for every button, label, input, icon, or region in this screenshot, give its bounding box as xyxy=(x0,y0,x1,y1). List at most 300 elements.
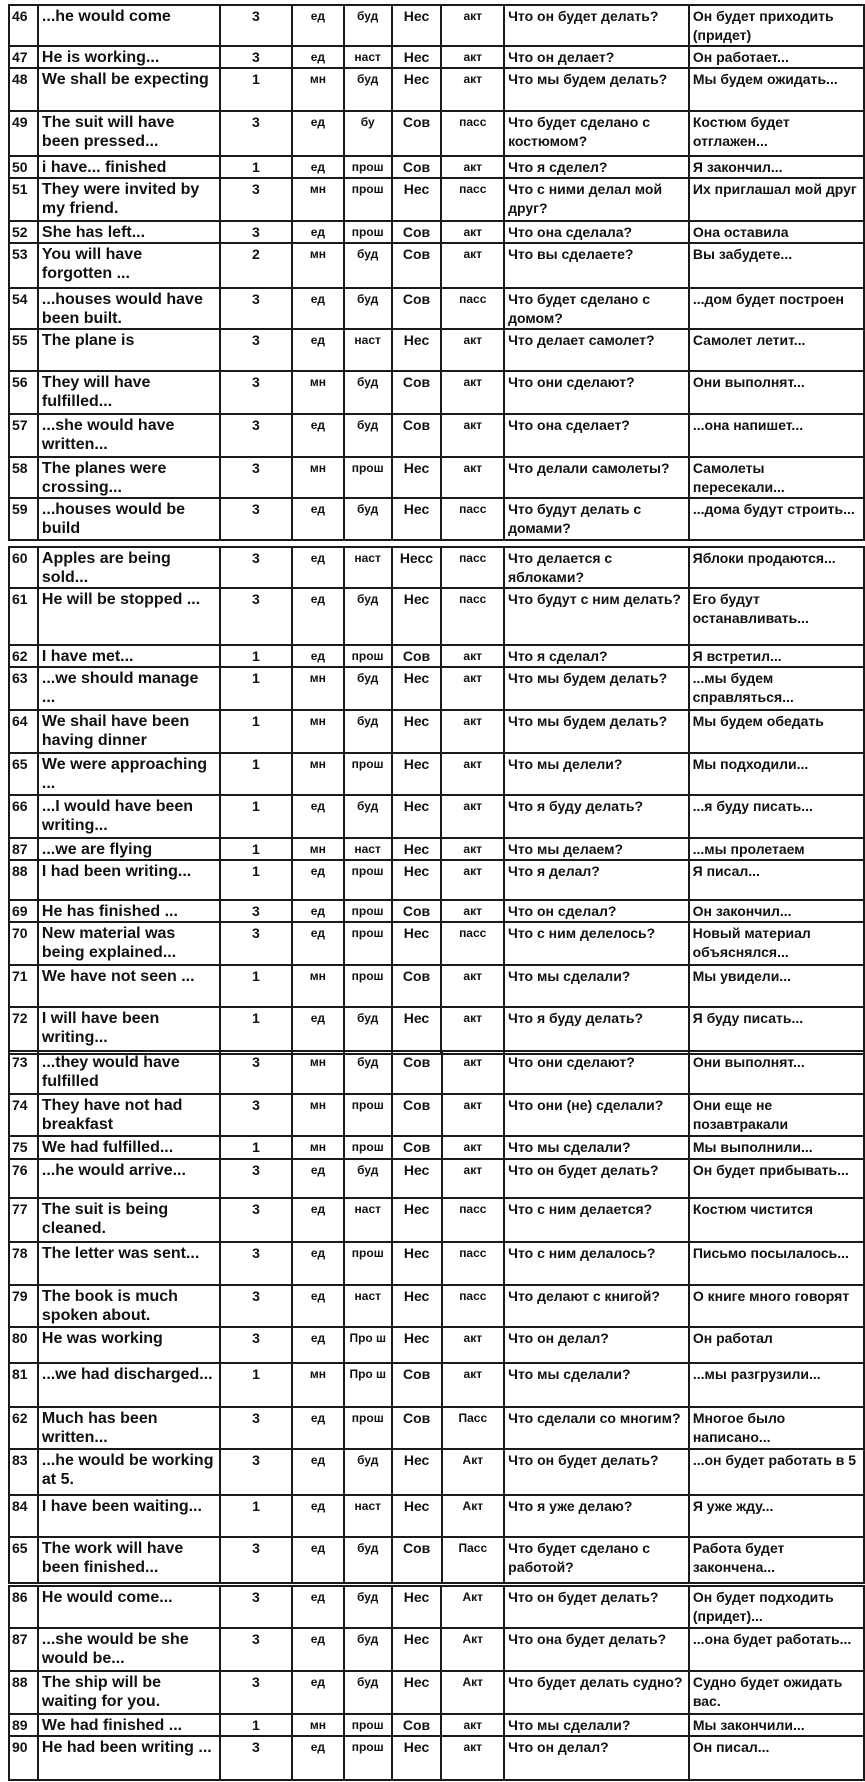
question-cell: Что я сделел? xyxy=(504,156,689,178)
translation-cell: Я закончил... xyxy=(689,156,864,178)
number-cell: мн xyxy=(292,243,344,288)
row-number: 48 xyxy=(9,68,38,111)
voice-cell: акт xyxy=(441,221,504,243)
english-sentence: We had fulfilled... xyxy=(38,1136,220,1159)
tense-cell: буд xyxy=(344,371,392,414)
row-number: 75 xyxy=(9,1136,38,1159)
english-sentence: He is working... xyxy=(38,46,220,68)
voice-cell: акт xyxy=(441,710,504,753)
english-sentence: We shall be expecting xyxy=(38,68,220,111)
translation-cell: Мы увидели... xyxy=(689,965,864,1007)
row-number: 46 xyxy=(9,5,38,46)
row-number: 72 xyxy=(9,1007,38,1054)
aspect-cell: Сов xyxy=(392,1094,442,1136)
grammar-table-block-1 xyxy=(8,4,865,541)
table-row xyxy=(9,1285,864,1327)
voice-cell: пасс xyxy=(442,1285,505,1327)
translation-cell: Мы закончили... xyxy=(689,1714,864,1736)
table-row xyxy=(9,838,864,860)
row-number: 79 xyxy=(9,1285,38,1327)
translation-cell: Он будет приходить (придет) xyxy=(689,5,864,46)
english-sentence: ...we had discharged... xyxy=(38,1363,220,1407)
question-cell: Что мы будем делать? xyxy=(504,667,689,710)
tense-cell: прош xyxy=(344,457,392,498)
tense-cell: наст xyxy=(344,1198,392,1242)
english-sentence: The planes were crossing... xyxy=(38,457,220,498)
tense-cell: буд xyxy=(344,1007,392,1054)
person-cell: 3 xyxy=(220,5,292,46)
translation-cell: ...дом будет построен xyxy=(689,288,864,329)
number-cell: ед xyxy=(292,645,344,667)
table-row xyxy=(9,588,864,645)
table-row xyxy=(9,414,864,457)
row-number: 88 xyxy=(9,1671,38,1714)
question-cell: Что мы будем делать? xyxy=(504,710,689,753)
tense-cell: буд xyxy=(344,588,392,645)
person-cell: 3 xyxy=(220,1051,292,1094)
english-sentence: Apples are being sold... xyxy=(38,547,220,588)
table-row xyxy=(9,645,864,667)
aspect-cell: Сов xyxy=(392,965,442,1007)
row-number: 78 xyxy=(9,1242,38,1285)
table-row xyxy=(9,965,864,1007)
english-sentence: ...we are flying xyxy=(38,838,220,860)
number-cell: ед xyxy=(292,329,344,371)
voice-cell: пасс xyxy=(441,288,504,329)
translation-cell: Самолеты пересекали... xyxy=(689,457,864,498)
translation-cell: Я буду писать... xyxy=(689,1007,864,1054)
question-cell: Что мы делели? xyxy=(504,753,689,795)
english-sentence: ...houses would have been built. xyxy=(38,288,220,329)
translation-cell: Они выполнят... xyxy=(689,1051,864,1094)
tense-cell: буд xyxy=(344,1537,392,1583)
tense-cell: буд xyxy=(344,667,392,710)
row-number: 64 xyxy=(9,710,38,753)
table-row xyxy=(9,1242,864,1285)
aspect-cell: Нес xyxy=(392,1586,442,1628)
question-cell: Что делают с книгой? xyxy=(504,1285,689,1327)
number-cell: мн xyxy=(292,1714,344,1736)
voice-cell: Акт xyxy=(441,1628,504,1671)
translation-cell: Мы подходили... xyxy=(689,753,864,795)
aspect-cell: Нес xyxy=(392,588,442,645)
aspect-cell: Сов xyxy=(392,414,442,457)
translation-cell: Работа будет закончена... xyxy=(689,1537,864,1583)
row-number: 55 xyxy=(9,329,38,371)
tense-cell: наст xyxy=(344,1285,392,1327)
table-row xyxy=(9,1407,864,1449)
tense-cell: буд xyxy=(344,1628,392,1671)
english-sentence: He was working xyxy=(38,1327,220,1363)
translation-cell: Мы будем ожидать... xyxy=(689,68,864,111)
aspect-cell: Нес xyxy=(392,1628,442,1671)
english-sentence: The suit will have been pressed... xyxy=(38,111,220,156)
translation-cell: Письмо посылалось... xyxy=(689,1242,864,1285)
aspect-cell: Нес xyxy=(392,1327,442,1363)
person-cell: 1 xyxy=(220,156,292,178)
tense-cell: прош xyxy=(344,1714,392,1736)
person-cell: 2 xyxy=(220,243,292,288)
english-sentence: The book is much spoken about. xyxy=(38,1285,220,1327)
aspect-cell: Нес xyxy=(392,795,442,838)
aspect-cell: Нес xyxy=(392,710,442,753)
tense-cell: прош xyxy=(344,1736,392,1780)
person-cell: 1 xyxy=(220,795,292,838)
tense-cell: прош xyxy=(344,1094,392,1136)
grammar-table-block-3 xyxy=(8,1050,865,1584)
number-cell: мн xyxy=(292,1051,344,1094)
voice-cell: Акт xyxy=(441,1671,504,1714)
question-cell: Что я делал? xyxy=(504,860,689,900)
number-cell: ед xyxy=(292,1007,344,1054)
table-row xyxy=(9,710,864,753)
question-cell: Что будет сделано с костюмом? xyxy=(504,111,689,156)
question-cell: Что мы сделали? xyxy=(504,965,689,1007)
question-cell: Что он будет делать? xyxy=(504,1159,689,1198)
english-sentence: He had been writing ... xyxy=(38,1736,220,1780)
tense-cell: прош xyxy=(344,1407,392,1449)
english-sentence: ...she would be she would be... xyxy=(38,1628,220,1671)
translation-cell: Мы будем обедать xyxy=(689,710,864,753)
row-number: 66 xyxy=(9,795,38,838)
person-cell: 3 xyxy=(220,1736,292,1780)
table-row xyxy=(9,1136,864,1159)
person-cell: 1 xyxy=(220,753,292,795)
table-row xyxy=(9,547,864,588)
number-cell: ед xyxy=(292,1159,344,1198)
row-number: 69 xyxy=(9,900,38,922)
question-cell: Что мы сделали? xyxy=(504,1714,689,1736)
translation-cell: Его будут останавливать... xyxy=(689,588,864,645)
aspect-cell: Нес xyxy=(392,1159,442,1198)
number-cell: мн xyxy=(292,838,344,860)
voice-cell: акт xyxy=(441,965,504,1007)
question-cell: Что вы сделаете? xyxy=(504,243,689,288)
tense-cell: наст xyxy=(344,838,392,860)
number-cell: ед xyxy=(292,1736,344,1780)
english-sentence: ...we should manage ... xyxy=(38,667,220,710)
voice-cell: пасс xyxy=(441,588,504,645)
aspect-cell: Нес xyxy=(392,1007,442,1054)
question-cell: Что он будет делать? xyxy=(504,5,689,46)
voice-cell: акт xyxy=(442,1051,505,1094)
table-row xyxy=(9,922,864,965)
aspect-cell: Нес xyxy=(392,1242,442,1285)
tense-cell: буд xyxy=(344,5,392,46)
table-row xyxy=(9,329,864,371)
number-cell: ед xyxy=(292,46,344,68)
aspect-cell: Сов xyxy=(392,645,442,667)
table-row xyxy=(9,371,864,414)
aspect-cell: Нес xyxy=(392,329,442,371)
row-number: 87 xyxy=(9,1628,38,1671)
row-number: 47 xyxy=(9,46,38,68)
english-sentence: ...houses would be build xyxy=(38,498,220,540)
number-cell: мн xyxy=(292,710,344,753)
person-cell: 3 xyxy=(220,1407,292,1449)
english-sentence: You will have forgotten ... xyxy=(38,243,220,288)
translation-cell: ...я буду писать... xyxy=(689,795,864,838)
aspect-cell: Нес xyxy=(392,178,442,221)
translation-cell: Я писал... xyxy=(689,860,864,900)
voice-cell: акт xyxy=(441,457,504,498)
table-row xyxy=(9,178,864,221)
aspect-cell: Сов xyxy=(392,221,442,243)
tense-cell: прош xyxy=(344,221,392,243)
table-row xyxy=(9,243,864,288)
question-cell: Что я буду делать? xyxy=(504,1007,689,1054)
question-cell: Что они (не) сделали? xyxy=(504,1094,689,1136)
translation-cell: ...мы пролетаем xyxy=(689,838,864,860)
row-number: 88 xyxy=(9,860,38,900)
voice-cell: пасс xyxy=(442,1198,505,1242)
number-cell: мн xyxy=(292,457,344,498)
table-row xyxy=(9,111,864,156)
number-cell: ед xyxy=(292,1407,344,1449)
question-cell: Что мы будем делать? xyxy=(504,68,689,111)
voice-cell: акт xyxy=(441,46,504,68)
translation-cell: Он работает... xyxy=(689,46,864,68)
person-cell: 3 xyxy=(220,1094,292,1136)
translation-cell: Мы выполнили... xyxy=(689,1136,864,1159)
question-cell: Что будет сделано с домом? xyxy=(504,288,689,329)
person-cell: 1 xyxy=(220,1363,292,1407)
number-cell: ед xyxy=(292,1285,344,1327)
row-number: 65 xyxy=(9,753,38,795)
tense-cell: буд xyxy=(344,68,392,111)
tense-cell: буд xyxy=(344,414,392,457)
question-cell: Что делается с яблоками? xyxy=(504,547,689,588)
translation-cell: Я уже жду... xyxy=(689,1495,864,1537)
aspect-cell: Сов xyxy=(392,1714,442,1736)
tense-cell: буд xyxy=(344,1586,392,1628)
english-sentence: ...he would be working at 5. xyxy=(38,1449,220,1495)
voice-cell: акт xyxy=(441,1007,504,1054)
english-sentence: We were approaching ... xyxy=(38,753,220,795)
row-number: 62 xyxy=(9,645,38,667)
number-cell: ед xyxy=(292,547,344,588)
english-sentence: I will have been writing... xyxy=(38,1007,220,1054)
english-sentence: We have not seen ... xyxy=(38,965,220,1007)
person-cell: 3 xyxy=(220,1327,292,1363)
table-row xyxy=(9,1628,864,1671)
table-row xyxy=(9,1198,864,1242)
number-cell: мн xyxy=(292,1363,344,1407)
tense-cell: прош xyxy=(344,1242,392,1285)
person-cell: 3 xyxy=(220,588,292,645)
english-sentence: I had been writing... xyxy=(38,860,220,900)
question-cell: Что я буду делать? xyxy=(504,795,689,838)
tense-cell: наст xyxy=(344,329,392,371)
table-row xyxy=(9,667,864,710)
voice-cell: акт xyxy=(441,795,504,838)
table-row xyxy=(9,68,864,111)
english-sentence: We had finished ... xyxy=(38,1714,220,1736)
question-cell: Что они сделают? xyxy=(504,371,689,414)
row-number: 62 xyxy=(9,1407,38,1449)
english-sentence: They were invited by my friend. xyxy=(38,178,220,221)
row-number: 74 xyxy=(9,1094,38,1136)
voice-cell: пасс xyxy=(441,111,504,156)
question-cell: Что мы сделали? xyxy=(504,1363,689,1407)
tense-cell: буд xyxy=(344,1051,392,1094)
english-sentence: New material was being explained... xyxy=(38,922,220,965)
table-row xyxy=(9,457,864,498)
question-cell: Что делает самолет? xyxy=(504,329,689,371)
translation-cell: Он писал... xyxy=(689,1736,864,1780)
table-row xyxy=(9,1449,864,1495)
question-cell: Что он сделал? xyxy=(504,900,689,922)
voice-cell: акт xyxy=(442,1327,505,1363)
person-cell: 3 xyxy=(220,221,292,243)
voice-cell: акт xyxy=(441,68,504,111)
english-sentence: The letter was sent... xyxy=(38,1242,220,1285)
row-number: 71 xyxy=(9,965,38,1007)
tense-cell: прош xyxy=(344,900,392,922)
voice-cell: акт xyxy=(441,156,504,178)
voice-cell: акт xyxy=(441,753,504,795)
person-cell: 3 xyxy=(220,1242,292,1285)
table-row xyxy=(9,221,864,243)
aspect-cell: Нес xyxy=(392,860,442,900)
translation-cell: Он закончил... xyxy=(689,900,864,922)
number-cell: ед xyxy=(292,221,344,243)
english-sentence: I have met... xyxy=(38,645,220,667)
number-cell: ед xyxy=(292,5,344,46)
table-row xyxy=(9,1327,864,1363)
voice-cell: акт xyxy=(441,5,504,46)
person-cell: 3 xyxy=(220,457,292,498)
person-cell: 3 xyxy=(220,288,292,329)
person-cell: 3 xyxy=(220,1671,292,1714)
row-number: 58 xyxy=(9,457,38,498)
english-sentence: We shail have been having dinner xyxy=(38,710,220,753)
table-row xyxy=(9,1671,864,1714)
person-cell: 1 xyxy=(220,1495,292,1537)
english-sentence: He will be stopped ... xyxy=(38,588,220,645)
table-row xyxy=(9,288,864,329)
tense-cell: буд xyxy=(344,710,392,753)
row-number: 73 xyxy=(9,1051,38,1094)
voice-cell: акт xyxy=(441,243,504,288)
number-cell: ед xyxy=(292,1449,344,1495)
person-cell: 3 xyxy=(220,371,292,414)
number-cell: ед xyxy=(292,1586,344,1628)
row-number: 51 xyxy=(9,178,38,221)
question-cell: Что она будет делать? xyxy=(504,1628,689,1671)
voice-cell: Пасс xyxy=(442,1537,505,1583)
aspect-cell: Нес xyxy=(392,1671,442,1714)
person-cell: 3 xyxy=(220,1586,292,1628)
question-cell: Что будут с ним делать? xyxy=(504,588,689,645)
question-cell: Что он делал? xyxy=(504,1736,689,1780)
voice-cell: акт xyxy=(441,645,504,667)
voice-cell: Акт xyxy=(442,1449,505,1495)
table-row xyxy=(9,1363,864,1407)
number-cell: ед xyxy=(292,795,344,838)
aspect-cell: Нес xyxy=(392,457,442,498)
number-cell: мн xyxy=(292,68,344,111)
tense-cell: прош xyxy=(344,753,392,795)
tense-cell: наст xyxy=(344,46,392,68)
row-number: 63 xyxy=(9,667,38,710)
row-number: 84 xyxy=(9,1495,38,1537)
tense-cell: Про ш xyxy=(344,1363,392,1407)
voice-cell: акт xyxy=(441,1736,504,1780)
question-cell: Что она сделала? xyxy=(504,221,689,243)
aspect-cell: Сов xyxy=(392,111,442,156)
person-cell: 3 xyxy=(220,498,292,540)
voice-cell: Акт xyxy=(441,1586,504,1628)
row-number: 83 xyxy=(9,1449,38,1495)
row-number: 53 xyxy=(9,243,38,288)
question-cell: Что он будет делать? xyxy=(504,1449,689,1495)
number-cell: ед xyxy=(292,414,344,457)
person-cell: 1 xyxy=(220,68,292,111)
person-cell: 3 xyxy=(220,1285,292,1327)
table-row xyxy=(9,860,864,900)
voice-cell: акт xyxy=(442,1094,505,1136)
voice-cell: акт xyxy=(441,414,504,457)
translation-cell: Они выполнят... xyxy=(689,371,864,414)
grammar-table-block-4 xyxy=(8,1585,865,1781)
tense-cell: буд xyxy=(344,1671,392,1714)
table-row xyxy=(9,5,864,46)
person-cell: 3 xyxy=(220,1628,292,1671)
row-number: 86 xyxy=(9,1586,38,1628)
question-cell: Что он делал? xyxy=(504,1327,689,1363)
table-row xyxy=(9,46,864,68)
number-cell: мн xyxy=(292,371,344,414)
aspect-cell: Нес xyxy=(392,1449,442,1495)
person-cell: 3 xyxy=(220,547,292,588)
number-cell: ед xyxy=(292,922,344,965)
question-cell: Что она сделает? xyxy=(504,414,689,457)
aspect-cell: Нес xyxy=(392,1495,442,1537)
row-number: 50 xyxy=(9,156,38,178)
person-cell: 1 xyxy=(220,710,292,753)
aspect-cell: Нес xyxy=(392,838,442,860)
translation-cell: Яблоки продаются... xyxy=(689,547,864,588)
voice-cell: пасс xyxy=(441,178,504,221)
aspect-cell: Нес xyxy=(392,46,442,68)
row-number: 56 xyxy=(9,371,38,414)
person-cell: 1 xyxy=(220,838,292,860)
translation-cell: Самолет летит... xyxy=(689,329,864,371)
translation-cell: Она оставила xyxy=(689,221,864,243)
question-cell: Что они сделают? xyxy=(504,1051,689,1094)
voice-cell: пасс xyxy=(442,1242,505,1285)
voice-cell: акт xyxy=(441,371,504,414)
aspect-cell: Нес xyxy=(392,753,442,795)
person-cell: 3 xyxy=(220,1449,292,1495)
english-sentence: The ship will be waiting for you. xyxy=(38,1671,220,1714)
row-number: 77 xyxy=(9,1198,38,1242)
person-cell: 3 xyxy=(220,111,292,156)
tense-cell: Про ш xyxy=(344,1327,392,1363)
number-cell: ед xyxy=(292,111,344,156)
number-cell: ед xyxy=(292,1242,344,1285)
person-cell: 3 xyxy=(220,329,292,371)
english-sentence: Much has been written... xyxy=(38,1407,220,1449)
translation-cell: Костюм будет отглажен... xyxy=(689,111,864,156)
english-sentence: He has finished ... xyxy=(38,900,220,922)
translation-cell: ...он будет работать в 5 xyxy=(689,1449,864,1495)
aspect-cell: Нес xyxy=(392,5,442,46)
tense-cell: буд xyxy=(344,795,392,838)
question-cell: Что делали самолеты? xyxy=(504,457,689,498)
number-cell: ед xyxy=(292,860,344,900)
